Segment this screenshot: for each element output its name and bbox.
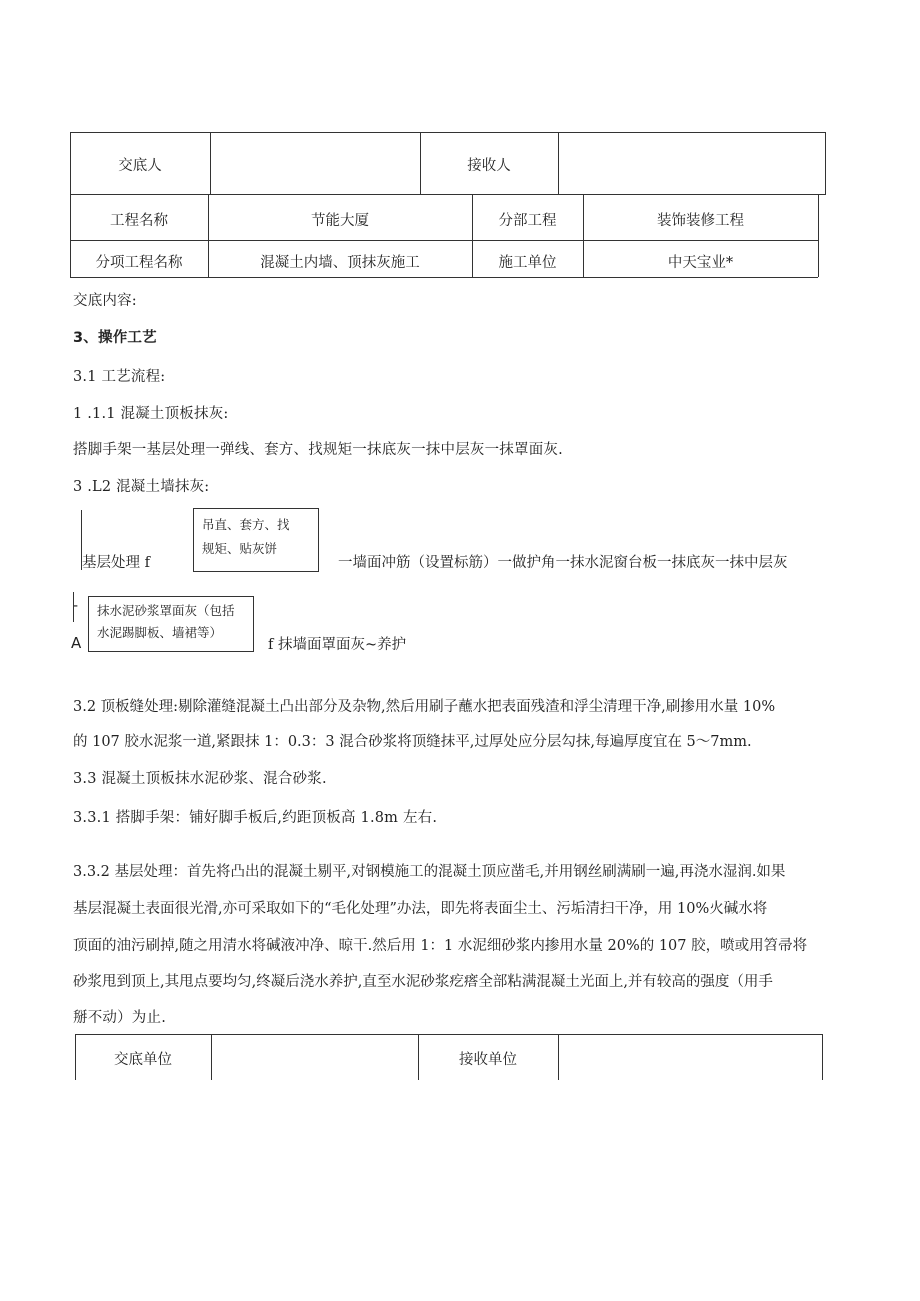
para-3-3-2-line4: 砂浆甩到顶上,其甩点要均匀,终凝后浇水养护,直至水泥砂浆疙瘩全部粘满混凝土光面上,并有较高的强度（用手 [73, 974, 773, 990]
flow-left-mark-dash: - [73, 598, 79, 614]
contractor-value: 中天宝业* [667, 255, 734, 271]
para-3-3-2-line2: 基层混凝土表面很光滑,亦可采取如下的“毛化处理”办法，即先将表面尘土、污垢清扫干净，用 10%火碱水将 [73, 901, 768, 917]
section-title: 3、操作工艺 [73, 330, 157, 346]
para-3-2-line1: 3.2 顶板缝处理:剔除灌缝混凝土凸出部分及杂物,然后用刷子蘸水把表面残渣和浮尘清理干净,刷掺用水量 10% [73, 699, 776, 715]
handover-unit-label: 交底单位 [114, 1052, 172, 1068]
flow-box-cement-line2: 水泥踢脚板、墙裙等） [97, 625, 223, 640]
para-3-3-2-line1: 3.3.2 基层处理：首先将凸出的混凝土剔平,对钢模施工的混凝土顶应凿毛,并用钢丝刷满刷一遍,再浇水湿润.如果 [73, 864, 786, 880]
para-3-3-2-line5: 掰不动）为止. [73, 1010, 167, 1026]
sub-project-label: 分部工程 [498, 213, 557, 229]
flow-box-plumb-line1: 吊直、套方、找 [202, 517, 290, 532]
receiving-unit-label: 接收单位 [459, 1052, 517, 1068]
sub-project-value: 装饰装修工程 [657, 213, 744, 229]
flow-box-cement-line1: 抹水泥砂浆罩面灰（包括 [97, 603, 235, 618]
item-name-value: 混凝土内墙、顶抹灰施工 [260, 255, 420, 271]
flow-box-plumb [193, 508, 319, 572]
content-intro: 交底内容: [73, 293, 137, 309]
flow-final-steps: f 抹墙面罩面灰~养护 [268, 637, 407, 653]
heading-3-1: 3.1 工艺流程: [73, 369, 166, 385]
flow-wall-steps: 一墙面冲筋（设置标筋）一做护角一抹水泥窗台板一抹底灰一抹中层灰 [338, 555, 788, 571]
para-3-3-1: 3.3.1 搭脚手架：铺好脚手板后,约距顶板高 1.8m 左右. [73, 810, 438, 826]
project-name-value: 节能大厦 [311, 213, 369, 229]
heading-3-l2: 3 .L2 混凝土墙抹灰: [73, 479, 210, 495]
flow-box-plumb-line2: 规矩、贴灰饼 [202, 541, 278, 556]
para-3-2-line2: 的 107 胶水泥浆一道,紧跟抹 1：0.3：3 混合砂浆将顶缝抹平,过厚处应分层勾抹,每遍厚度宜在 5～7mm. [73, 734, 752, 750]
handover-person-label: 交底人 [118, 158, 162, 174]
para-3-3: 3.3 混凝土顶板抹水泥砂浆、混合砂浆. [73, 771, 327, 787]
flow-left-mark-a: A [71, 634, 82, 652]
heading-1-1-1: 1 .1.1 混凝土顶板抹灰: [73, 406, 229, 422]
receiver-label: 接收人 [467, 158, 511, 174]
ceiling-process-text: 搭脚手架一基层处理一弹线、套方、找规矩一抹底灰一抹中层灰一抹罩面灰. [73, 442, 563, 458]
flow-base-label: 基层处理 f [82, 555, 150, 571]
item-name-label: 分项工程名称 [95, 255, 183, 271]
project-name-label: 工程名称 [110, 213, 168, 229]
contractor-label: 施工单位 [498, 255, 557, 271]
para-3-3-2-line3: 顶面的油污刷掉,随之用清水将碱液冲净、晾干.然后用 1：1 水泥细砂浆内掺用水量 20%的 107 胶，喷或用笤帚将 [73, 938, 808, 954]
flow-box-cement [88, 596, 254, 652]
